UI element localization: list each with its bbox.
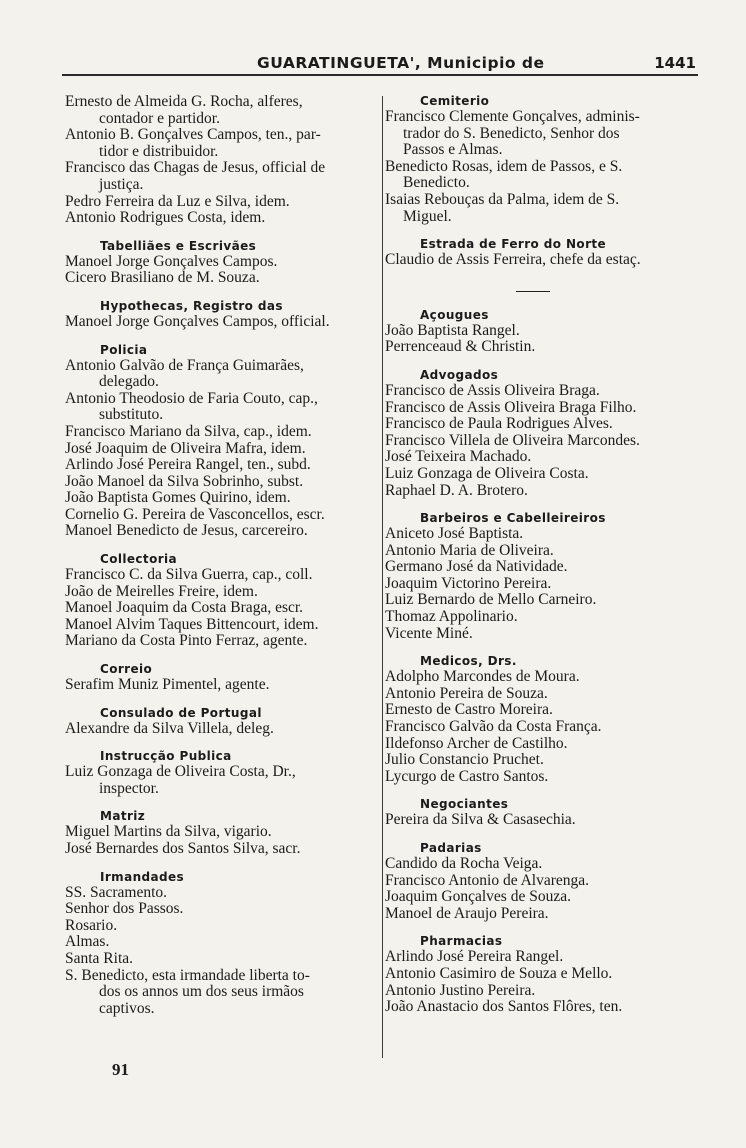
directory-entry [66,885,384,902]
directory-entry [386,719,710,736]
section-instruccao-publica [66,749,384,797]
entry-text: Thomaz Appolinario. [385,608,518,626]
section-heading: Instrucção Publica [100,749,232,764]
directory-entry [66,523,384,540]
directory-entry [66,841,384,858]
entry-text: Antonio B. Gonçalves Campos, ten., par- [65,126,321,144]
directory-entry [386,626,710,643]
entry-text: Perrenceaud & Christin. [385,338,536,356]
directory-entry [66,968,384,1018]
directory-entry [386,812,710,829]
entry-text: Senhor dos Passos. [65,900,184,918]
directory-entry [386,873,710,890]
right-column [386,94,710,1016]
entry-text: Claudio de Assis Ferreira, chefe da estaç. [385,251,641,269]
directory-entry [386,856,710,873]
entry-text: Isaias Rebouças da Palma, idem de S. [385,190,620,208]
directory-entry [386,906,710,923]
directory-entry [386,192,710,225]
entry-text: Miguel Martins da Silva, vigario. [65,823,272,841]
directory-entry [66,901,384,918]
entry-continuation: substituto. [99,406,164,424]
directory-entry [66,94,384,127]
entry-text: Benedicto Rosas, idem de Passos, e S. [385,157,623,175]
entry-continuation: Benedicto. [403,174,470,192]
entry-text: Lycurgo de Castro Santos. [385,767,549,785]
entry-text: Cornelio G. Pereira de Vasconcellos, escr. [65,505,325,523]
directory-entry [66,633,384,650]
directory-entry [386,999,710,1016]
section-heading: Barbeiros e Cabelleireiros [420,511,606,526]
entry-text: Francisco Antonio de Alvarenga. [385,871,590,889]
running-title: GUARATINGUETA', Municipio de [257,54,545,72]
entry-text: Candido da Rocha Veiga. [385,855,543,872]
section-pharmacias [386,934,710,1015]
directory-entry [66,424,384,441]
directory-entry [386,669,710,686]
entry-text: Francisco Mariano da Silva, cap., idem. [65,422,312,440]
directory-entry [66,210,384,227]
directory-entry [66,507,384,524]
directory-entry [386,609,710,626]
section-negociantes [386,797,710,829]
section-heading: Collectoria [100,552,178,567]
section-correio [66,662,384,694]
directory-entry [66,567,384,584]
entry-text: Arlindo José Pereira Rangel. [385,948,564,966]
section-heading: Negociantes [420,797,509,812]
directory-entry [386,769,710,786]
entry-text: João Baptista Rangel. [385,321,520,339]
entry-continuation: tidor e distribuidor. [99,142,219,160]
directory-entry [386,592,710,609]
entry-text: Francisco das Chagas de Jesus, official de [65,159,326,177]
directory-entry [386,339,710,356]
entry-text: João Manoel da Silva Sobrinho, subst. [65,472,304,490]
section-heading: Consulado de Portugal [100,705,262,720]
entry-text: Aniceto José Baptista. [385,525,524,543]
section-matriz [66,809,384,857]
directory-entry [66,160,384,193]
section-rule [516,291,550,292]
directory-entry [66,824,384,841]
directory-entry [66,358,384,391]
entry-text: Francisco de Assis Oliveira Braga Filho. [385,398,637,416]
directory-entry [66,677,384,694]
section-irmandades [66,870,384,1018]
entry-text: Pedro Ferreira da Luz e Silva, idem. [65,192,290,210]
directory-entry [386,252,710,269]
entry-text: Joaquim Gonçalves de Souza. [385,888,571,906]
entry-text: Antonio Rodrigues Costa, idem. [65,209,266,227]
section-medicos-drs [386,654,710,785]
entry-text: Ernesto de Almeida G. Rocha, alferes, [65,93,303,110]
entry-text: Francisco Villela de Oliveira Marcondes. [385,431,640,449]
entry-text: Manoel Jorge Gonçalves Campos. [65,252,278,270]
section-heading: Padarias [420,841,482,855]
entry-text: Luiz Gonzaga de Oliveira Costa. [385,464,589,482]
section-heading: Hypothecas, Registro das [100,298,283,313]
directory-entry [66,617,384,634]
section-heading: Açougues [420,307,489,322]
page-number-bottom: 91 [112,1060,129,1079]
directory-entry [66,474,384,491]
section-hypothecas-registro-das [66,299,384,331]
section-heading: Policia [100,342,148,357]
directory-entry [386,966,710,983]
entry-text: Vicente Miné. [385,624,473,642]
section-policia [66,343,384,541]
directory-entry [66,314,384,331]
directory-entry [66,721,384,738]
entry-text: Luiz Gonzaga de Oliveira Costa, Dr., [65,763,296,781]
entry-text: Germano José da Natividade. [385,558,568,576]
entry-text: Alexandre da Silva Villela, deleg. [65,719,274,737]
entry-text: Manoel Joaquim da Costa Braga, escr. [65,599,304,617]
section-heading: Pharmacias [420,934,503,949]
directory-entry [386,889,710,906]
entry-text: José Teixeira Machado. [385,448,532,466]
directory-entry [386,526,710,543]
entry-text: SS. Sacramento. [65,883,168,901]
directory-entry [386,449,710,466]
entry-text: Adolpho Marcondes de Moura. [385,668,580,686]
left-column [66,94,384,1017]
entry-text: Francisco Clemente Gonçalves, adminis- [385,108,640,125]
directory-entry [386,483,710,500]
entry-text: Antonio Casimiro de Souza e Mello. [385,964,613,982]
entry-text: Manoel Jorge Gonçalves Campos, official. [65,312,330,330]
directory-entry [66,918,384,935]
section-cemiterio [386,94,710,225]
entry-text: Antonio Theodosio de Faria Couto, cap., [65,389,318,407]
entry-text: Almas. [65,933,110,951]
entry-text: Rosario. [65,916,118,934]
directory-entry [386,383,710,400]
entry-text: José Bernardes dos Santos Silva, sacr. [65,840,301,857]
directory-entry [66,391,384,424]
directory-entry [386,736,710,753]
directory-entry [386,466,710,483]
entry-text: Raphael D. A. Brotero. [385,481,528,499]
directory-entry [66,441,384,458]
section-padarias [386,841,710,922]
directory-entry [66,951,384,968]
section-heading: Tabelliães e Escrivães [100,238,257,253]
directory-entry [386,543,710,560]
entry-text: João Baptista Gomes Quirino, idem. [65,489,291,507]
entry-continuation: delegado. [99,373,159,391]
directory-entry [386,686,710,703]
entry-text: Joaquim Victorino Pereira. [385,574,552,592]
directory-entry [386,949,710,966]
entry-text: Manoel Alvim Taques Bittencourt, idem. [65,615,319,633]
section-heading: Matriz [100,809,146,824]
directory-entry [66,254,384,271]
entry-text: Manoel de Araujo Pereira. [385,904,549,922]
directory-entry [66,194,384,211]
entry-text: Francisco de Assis Oliveira Braga. [385,381,600,399]
entry-continuation: dos os annos um dos seus irmãos [99,983,304,1001]
entry-text: Ildefonso Archer de Castilho. [385,734,568,752]
section-tabelliaes-e-escrivaes [66,239,384,287]
section-estrada-de-ferro-do-norte [386,237,710,269]
directory-entry [386,159,710,192]
directory-entry [386,702,710,719]
entry-text: Antonio Justino Pereira. [385,981,536,999]
entry-text: Antonio Maria de Oliveira. [385,541,554,559]
directory-entry [386,400,710,417]
directory-entry [386,416,710,433]
section-acougues [386,308,710,356]
page-header [62,50,708,78]
page-number-top: 1441 [654,54,696,72]
header-rule [62,74,698,76]
section-heading: Cemiterio [420,94,490,108]
section-intro [66,94,384,227]
directory-entry [386,323,710,340]
directory-entry [66,490,384,507]
entry-continuation: inspector. [99,779,159,797]
entry-text: Serafim Muniz Pimentel, agente. [65,676,270,694]
entry-text: S. Benedicto, esta irmandade liberta to- [65,966,310,984]
entry-text: Antonio Galvão de França Guimarães, [65,356,304,374]
entry-text: Francisco C. da Silva Guerra, cap., coll. [65,566,313,584]
entry-continuation: Miguel. [403,207,452,225]
section-barbeiros-e-cabelleireiros [386,511,710,642]
directory-entry [66,457,384,474]
directory-entry [386,559,710,576]
section-heading: Irmandades [100,869,185,884]
directory-entry [386,983,710,1000]
entry-continuation: Passos e Almas. [403,141,503,159]
directory-entry [386,576,710,593]
entry-text: Arlindo José Pereira Rangel, ten., subd. [65,456,311,474]
entry-text: Ernesto de Castro Moreira. [385,701,553,719]
entry-text: Santa Rita. [65,949,134,967]
directory-entry [386,109,710,159]
entry-continuation: contador e partidor. [99,109,220,127]
entry-text: João Anastacio dos Santos Flôres, ten. [385,998,623,1016]
directory-entry [66,584,384,601]
entry-continuation: justiça. [99,175,144,193]
entry-text: Luiz Bernardo de Mello Carneiro. [385,591,597,609]
entry-continuation: captivos. [99,999,155,1017]
directory-entry [386,752,710,769]
entry-text: Francisco de Paula Rodrigues Alves. [385,415,613,433]
section-heading: Medicos, Drs. [420,654,517,669]
directory-entry [66,270,384,287]
directory-entry [66,600,384,617]
entry-text: Julio Constancio Pruchet. [385,751,544,769]
directory-entry [66,127,384,160]
entry-text: Mariano da Costa Pinto Ferraz, agente. [65,632,308,650]
directory-entry [66,934,384,951]
entry-text: Cicero Brasiliano de M. Souza. [65,269,260,287]
section-heading: Correio [100,662,153,677]
entry-text: Antonio Pereira de Souza. [385,684,548,702]
section-consulado-de-portugal [66,706,384,738]
directory-entry [66,764,384,797]
directory-entry [386,433,710,450]
section-collectoria [66,552,384,650]
entry-text: José Joaquim de Oliveira Mafra, idem. [65,439,306,457]
entry-text: Francisco Galvão da Costa França. [385,718,602,736]
entry-text: Manoel Benedicto de Jesus, carcereiro. [65,522,308,540]
section-heading: Advogados [420,367,499,382]
entry-text: João de Meirelles Freire, idem. [65,582,258,600]
entry-continuation: trador do S. Benedicto, Senhor dos [403,124,620,142]
section-heading: Estrada de Ferro do Norte [420,237,607,252]
entry-text: Pereira da Silva & Casasechia. [385,811,576,829]
section-advogados [386,368,710,499]
